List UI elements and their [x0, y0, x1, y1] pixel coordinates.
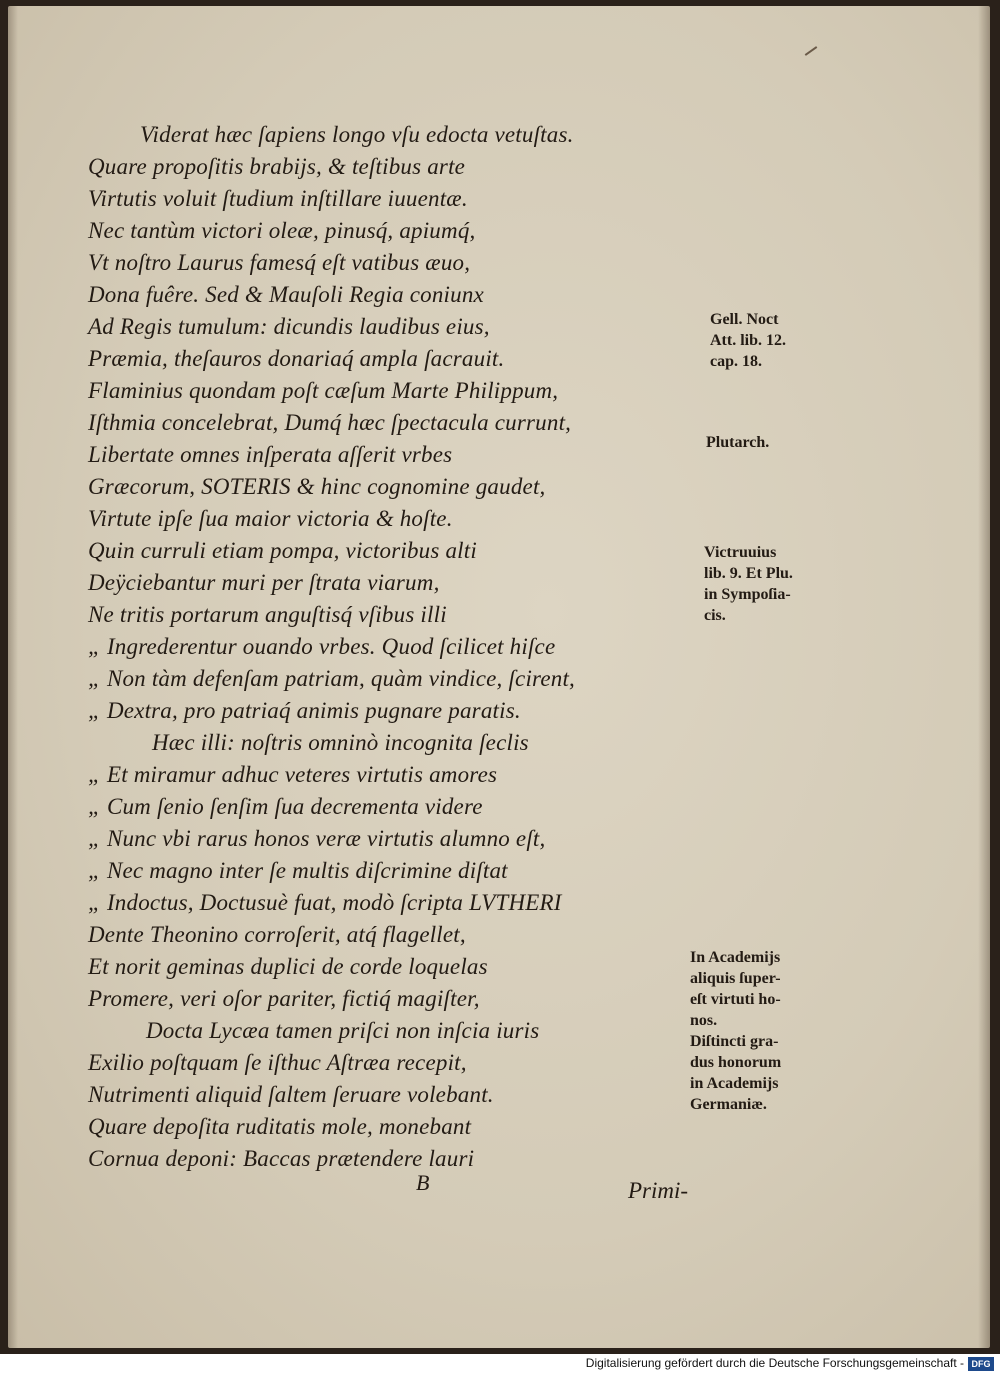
verse-line: Dente Theonino corroſerit, atq́ flagellet, — [88, 922, 466, 947]
margin-note-line: Victruuius — [704, 544, 777, 561]
verse-line: Iſthmia concelebrat, Dumq́ hæc ſpectacula currunt, — [88, 410, 572, 435]
margin-note-line: Att. lib. 12. — [710, 332, 786, 349]
catchword: Primi- — [628, 1178, 689, 1203]
verse-line: Exilio poſtquam ſe iſthuc Aſtræa recepit, — [88, 1050, 467, 1075]
verse-line: Hæc illi: noſtris omninò incognita ſeclis — [152, 730, 529, 755]
verse-line: Præmia, theſauros donariaq́ ampla ſacrauit. — [88, 346, 505, 371]
margin-note-line: nos. — [690, 1012, 718, 1029]
verse-line: „ Dextra, pro patriaq́ animis pugnare paratis. — [88, 698, 521, 723]
verse-line: Ad Regis tumulum: dicundis laudibus eius, — [88, 314, 490, 339]
margin-note-line: Plutarch. — [706, 434, 770, 451]
verse-line: Ne tritis portarum anguſtisq́ vſibus illi — [88, 602, 447, 627]
verse-line: „ Indoctus, Doctusuè fuat, modò ſcripta LVTHERI — [88, 890, 562, 915]
book-page — [8, 6, 990, 1348]
verse-line: Græcorum, SOTERIS & hinc cognomine gaudet, — [88, 474, 546, 499]
margin-note-line: aliquis ſuper- — [690, 970, 781, 987]
verse-line: Virtute ipſe ſua maior victoria & hoſte. — [88, 506, 453, 531]
verse-line: Virtutis voluit ſtudium inſtillare iuuentæ. — [88, 186, 468, 211]
verse-line: Quare depoſita ruditatis mole, monebant — [88, 1114, 472, 1139]
margin-note-line: cis. — [704, 607, 726, 624]
footer-bar — [0, 1354, 1000, 1375]
verse-line: Deÿciebantur muri per ſtrata viarum, — [88, 570, 440, 595]
margin-note-line: Diſtincti gra- — [690, 1033, 779, 1050]
dfg-logo-icon[interactable]: DFG — [968, 1357, 994, 1371]
margin-note-line: Gell. Noct — [710, 311, 779, 328]
verse-line: „ Cum ſenio ſenſim ſua decrementa videre — [88, 794, 483, 819]
margin-note-line: in Academijs — [690, 1075, 779, 1092]
verse-line: Promere, veri oſor pariter, fictiq́ magiſter, — [88, 986, 480, 1011]
margin-note-plutarch — [706, 432, 769, 453]
margin-note-line: Germaniæ. — [690, 1096, 767, 1113]
funding-notice: Digitalisierung gefördert durch die Deutsche Forschungsgemeinschaft - — [585, 1356, 964, 1370]
verse-line: Nec tantùm victori oleæ, pinusq́, apiumq́, — [88, 218, 476, 243]
margin-note-line: eſt virtuti ho- — [690, 991, 781, 1008]
verse-line: Flaminius quondam poſt cæſum Marte Philippum, — [88, 378, 559, 403]
verse-line: „ Et miramur adhuc veteres virtutis amores — [88, 762, 498, 787]
poem-text — [8, 6, 990, 1348]
signature-mark: B — [416, 1170, 430, 1195]
margin-note-academies — [690, 947, 781, 1115]
verse-line: „ Nec magno inter ſe multis diſcrimine diſtat — [88, 858, 508, 883]
margin-note-vitruvius — [704, 542, 793, 626]
verse-line: „ Nunc vbi rarus honos veræ virtutis alumno eſt, — [88, 826, 546, 851]
margin-note-line: lib. 9. Et Plu. — [704, 565, 793, 582]
verse-line: Libertate omnes inſperata aſſerit vrbes — [88, 442, 453, 467]
margin-note-line: dus honorum — [690, 1054, 782, 1071]
verse-line: „ Ingrederentur ouando vrbes. Quod ſcilicet hiſce — [88, 634, 556, 659]
verse-line: Vt noſtro Laurus famesq́ eſt vatibus æuo, — [88, 250, 471, 275]
margin-note-gellius — [710, 309, 786, 372]
verse-line: Docta Lycæa tamen priſci non inſcia iuris — [146, 1018, 540, 1043]
verse-line: Viderat hæc ſapiens longo vſu edocta vetuſtas. — [140, 122, 574, 147]
verse-line: Quare propoſitis brabijs, & teſtibus arte — [88, 154, 466, 179]
verse-line: Dona fuêre. Sed & Mauſoli Regia coniunx — [88, 282, 484, 307]
verse-line: Nutrimenti aliquid ſaltem ſeruare volebant. — [88, 1082, 494, 1107]
margin-note-line: cap. 18. — [710, 353, 762, 370]
verse-line: Et norit geminas duplici de corde loquelas — [88, 954, 488, 979]
margin-note-line: In Academijs — [690, 949, 781, 966]
verse-line: Cornua deponi: Baccas prætendere lauri — [88, 1146, 475, 1171]
verse-line: „ Non tàm defenſam patriam, quàm vindice, ſcirent, — [88, 666, 575, 691]
verse-line: Quin curruli etiam pompa, victoribus alti — [88, 538, 477, 563]
margin-note-line: in Sympoſia- — [704, 586, 791, 603]
